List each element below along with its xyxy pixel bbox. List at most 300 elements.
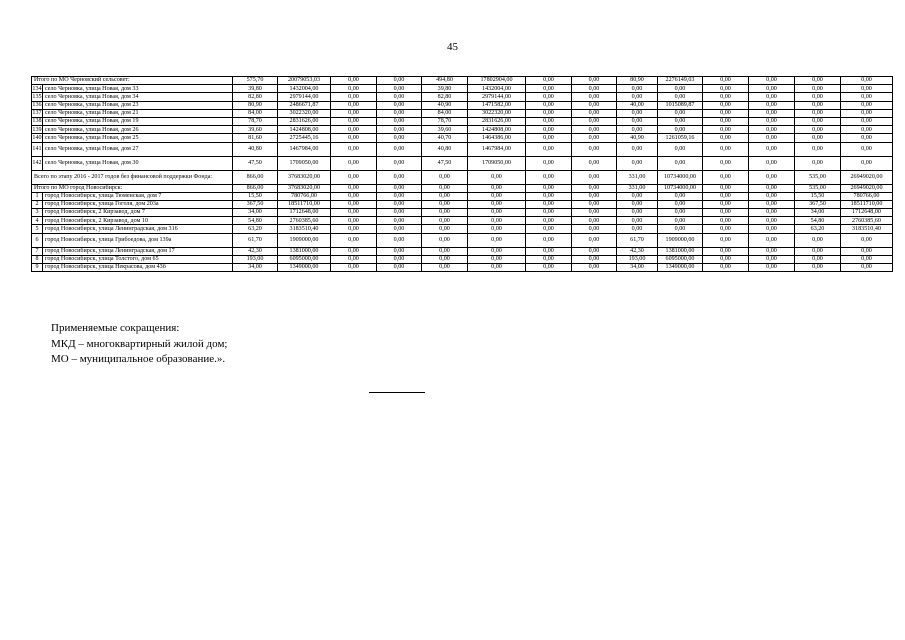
value-cell: 1349000,00 <box>278 264 331 272</box>
row-number: 9 <box>32 264 43 272</box>
value-cell: 0,00 <box>572 77 617 85</box>
value-cell: 0,00 <box>331 209 377 217</box>
value-cell: 0,00 <box>377 264 422 272</box>
value-cell: 0,00 <box>526 225 572 233</box>
value-cell: 0,00 <box>468 264 526 272</box>
value-cell: 0,00 <box>331 225 377 233</box>
row-number: 7 <box>32 247 43 255</box>
value-cell: 0,00 <box>749 184 795 192</box>
value-cell: 0,00 <box>617 156 658 170</box>
value-cell: 0,00 <box>841 77 893 85</box>
value-cell: 0,00 <box>658 209 703 217</box>
value-cell: 0,00 <box>572 101 617 109</box>
value-cell: 0,00 <box>617 126 658 134</box>
value-cell: 0,00 <box>749 217 795 225</box>
row-number: 6 <box>32 233 43 247</box>
value-cell: 0,00 <box>377 255 422 263</box>
value-cell: 0,00 <box>377 247 422 255</box>
table-row <box>32 117 893 125</box>
row-number: 140 <box>32 134 42 141</box>
value-cell: 0,00 <box>749 126 795 134</box>
value-cell: 0,00 <box>572 184 617 192</box>
value-cell: 2979144,00 <box>278 93 331 101</box>
value-cell: 61,70 <box>233 233 278 247</box>
value-cell: 0,00 <box>331 101 377 109</box>
value-cell: 0,00 <box>422 192 468 200</box>
value-cell: 0,00 <box>526 255 572 263</box>
table-body <box>32 77 893 272</box>
table-row <box>32 255 893 263</box>
row-number: 142 <box>32 156 43 170</box>
value-cell: 0,00 <box>468 209 526 217</box>
value-cell: 47,50 <box>233 156 278 170</box>
value-cell: 0,00 <box>526 134 572 142</box>
value-cell: 63,20 <box>795 225 841 233</box>
value-cell: 0,00 <box>795 109 841 117</box>
total-label-cell: Всего по этапу 2016 - 2017 годов без финансовой поддержки Фонда: <box>32 170 233 184</box>
table-row <box>32 200 893 208</box>
address-cell: город Новосибирск, 2 Кирзавод, дом 7 <box>43 209 233 217</box>
value-cell: 0,00 <box>617 93 658 101</box>
value-cell: 0,00 <box>377 217 422 225</box>
value-cell: 0,00 <box>468 192 526 200</box>
value-cell: 1464386,00 <box>468 134 526 142</box>
value-cell: 6095000,00 <box>658 255 703 263</box>
value-cell: 0,00 <box>526 101 572 109</box>
value-cell: 0,00 <box>572 85 617 93</box>
value-cell: 0,00 <box>795 93 841 101</box>
value-cell: 0,00 <box>422 184 468 192</box>
value-cell: 1424808,00 <box>468 126 526 134</box>
value-cell: 40,70 <box>422 134 468 142</box>
value-cell: 0,00 <box>658 192 703 200</box>
value-cell: 0,00 <box>331 247 377 255</box>
row-number: 4 <box>32 217 43 225</box>
value-cell: 0,00 <box>468 200 526 208</box>
value-cell: 0,00 <box>572 247 617 255</box>
value-cell: 0,00 <box>703 142 749 156</box>
value-cell: 0,00 <box>422 247 468 255</box>
value-cell: 0,00 <box>422 209 468 217</box>
value-cell: 15,50 <box>795 192 841 200</box>
value-cell: 3183510,40 <box>841 225 893 233</box>
value-cell: 1471582,00 <box>468 101 526 109</box>
value-cell: 0,00 <box>468 170 526 184</box>
value-cell: 0,00 <box>572 93 617 101</box>
value-cell: 1381000,00 <box>278 247 331 255</box>
table-row <box>32 264 893 272</box>
value-cell: 26949020,00 <box>841 184 893 192</box>
value-cell: 1467984,00 <box>278 142 331 156</box>
value-cell: 2725445,16 <box>278 134 331 142</box>
table-row <box>32 209 893 217</box>
value-cell: 0,00 <box>617 192 658 200</box>
value-cell: 0,00 <box>658 217 703 225</box>
row-number: 5 <box>32 225 43 233</box>
value-cell: 0,00 <box>658 93 703 101</box>
value-cell: 0,00 <box>422 217 468 225</box>
row-number: 139 <box>32 126 42 133</box>
value-cell: 0,00 <box>617 109 658 117</box>
value-cell: 0,00 <box>703 200 749 208</box>
value-cell: 2760385,60 <box>841 217 893 225</box>
row-number: 137 <box>32 110 42 117</box>
value-cell: 1432004,00 <box>468 85 526 93</box>
value-cell: 63,20 <box>233 225 278 233</box>
value-cell: 0,00 <box>331 134 377 142</box>
value-cell: 0,00 <box>422 264 468 272</box>
value-cell: 0,00 <box>703 134 749 142</box>
table-row <box>32 192 893 200</box>
value-cell: 20079053,03 <box>278 77 331 85</box>
value-cell: 3022320,00 <box>278 109 331 117</box>
value-cell: 0,00 <box>749 209 795 217</box>
address-cell: село Черновка, улица Новая, дом 30 <box>43 156 233 170</box>
value-cell: 2831626,00 <box>278 117 331 125</box>
value-cell: 1712648,00 <box>841 209 893 217</box>
value-cell: 0,00 <box>422 225 468 233</box>
value-cell: 0,00 <box>377 93 422 101</box>
value-cell: 0,00 <box>526 192 572 200</box>
value-cell: 0,00 <box>703 264 749 272</box>
value-cell: 0,00 <box>526 247 572 255</box>
abbreviations-notes <box>51 321 227 368</box>
value-cell: 0,00 <box>331 192 377 200</box>
value-cell: 0,00 <box>572 217 617 225</box>
address-cell: город Новосибирск, улица Гоголя, дом 203а <box>43 200 233 208</box>
value-cell: 1709050,00 <box>468 156 526 170</box>
value-cell: 0,00 <box>703 255 749 263</box>
address-cell: город Новосибирск, улица Грибоедова, дом 139а <box>43 233 233 247</box>
value-cell: 0,00 <box>572 134 617 142</box>
value-cell: 0,00 <box>526 126 572 134</box>
value-cell: 0,00 <box>377 192 422 200</box>
value-cell: 0,00 <box>658 200 703 208</box>
address-cell: село Черновка, улица Новая, дом 19 <box>43 117 233 125</box>
value-cell: 0,00 <box>377 233 422 247</box>
value-cell: 3022320,00 <box>468 109 526 117</box>
note-line: МКД – многоквартирный жилой дом; <box>51 337 228 350</box>
value-cell: 0,00 <box>572 109 617 117</box>
value-cell: 0,00 <box>422 200 468 208</box>
value-cell: 61,70 <box>617 233 658 247</box>
value-cell: 54,80 <box>795 217 841 225</box>
value-cell: 0,00 <box>703 217 749 225</box>
value-cell: 494,80 <box>422 77 468 85</box>
total-label-cell: Итого по МО Черновский сельсовет: <box>32 77 233 85</box>
row-number: 135 <box>32 93 42 100</box>
value-cell: 0,00 <box>795 126 841 134</box>
table-row <box>32 101 893 109</box>
value-cell: 0,00 <box>841 233 893 247</box>
table-row <box>32 93 893 101</box>
value-cell: 0,00 <box>841 247 893 255</box>
value-cell: 0,00 <box>468 184 526 192</box>
value-cell: 0,00 <box>795 264 841 272</box>
value-cell: 84,00 <box>233 109 278 117</box>
value-cell: 0,00 <box>331 170 377 184</box>
value-cell: 0,00 <box>749 233 795 247</box>
value-cell: 40,90 <box>617 134 658 142</box>
table-row <box>32 225 893 233</box>
row-number: 134 <box>32 85 42 92</box>
value-cell: 1432004,00 <box>278 85 331 93</box>
value-cell: 0,00 <box>749 101 795 109</box>
value-cell: 0,00 <box>572 117 617 125</box>
value-cell: 0,00 <box>703 77 749 85</box>
value-cell: 0,00 <box>795 134 841 142</box>
value-cell: 1349000,00 <box>658 264 703 272</box>
row-number: 3 <box>32 209 43 217</box>
value-cell: 34,00 <box>617 264 658 272</box>
address-cell: город Новосибирск, улица Толстого, дом 65 <box>43 255 233 263</box>
value-cell: 1015089,87 <box>658 101 703 109</box>
value-cell: 575,70 <box>233 77 278 85</box>
value-cell: 0,00 <box>331 255 377 263</box>
value-cell: 0,00 <box>331 200 377 208</box>
value-cell: 0,00 <box>331 184 377 192</box>
value-cell: 1261059,16 <box>658 134 703 142</box>
value-cell: 80,90 <box>617 77 658 85</box>
value-cell: 0,00 <box>331 156 377 170</box>
value-cell: 0,00 <box>749 200 795 208</box>
value-cell: 2276149,03 <box>658 77 703 85</box>
value-cell: 0,00 <box>572 264 617 272</box>
value-cell: 0,00 <box>377 200 422 208</box>
value-cell: 0,00 <box>841 101 893 109</box>
value-cell: 81,60 <box>233 134 278 142</box>
value-cell: 39,60 <box>233 126 278 134</box>
value-cell: 0,00 <box>331 264 377 272</box>
housing-program-table <box>31 76 893 272</box>
value-cell: 0,00 <box>749 134 795 142</box>
value-cell: 1909000,00 <box>278 233 331 247</box>
value-cell: 0,00 <box>795 247 841 255</box>
value-cell: 0,00 <box>526 233 572 247</box>
value-cell: 40,80 <box>422 142 468 156</box>
value-cell: 0,00 <box>749 170 795 184</box>
value-cell: 0,00 <box>749 247 795 255</box>
value-cell: 10734000,00 <box>658 184 703 192</box>
value-cell: 0,00 <box>468 247 526 255</box>
note-line: МО – муниципальное образование.». <box>51 353 226 365</box>
table-row <box>32 217 893 225</box>
value-cell: 80,90 <box>233 101 278 109</box>
value-cell: 0,00 <box>526 200 572 208</box>
value-cell: 1424808,00 <box>278 126 331 134</box>
value-cell: 0,00 <box>422 255 468 263</box>
value-cell: 10734000,00 <box>658 170 703 184</box>
value-cell: 0,00 <box>749 109 795 117</box>
address-cell: село Черновка, улица Новая, дом 27 <box>43 142 233 156</box>
value-cell: 0,00 <box>526 209 572 217</box>
address-cell: село Черновка, улица Новая, дом 33 <box>43 85 233 93</box>
page-number: 45 <box>447 41 458 53</box>
value-cell: 0,00 <box>422 233 468 247</box>
value-cell: 1712648,00 <box>278 209 331 217</box>
value-cell: 0,00 <box>331 93 377 101</box>
value-cell: 0,00 <box>526 217 572 225</box>
value-cell: 0,00 <box>572 156 617 170</box>
value-cell: 42,30 <box>617 247 658 255</box>
notes-heading: Применяемые сокращения: <box>51 322 180 334</box>
value-cell: 0,00 <box>658 225 703 233</box>
value-cell: 0,00 <box>572 225 617 233</box>
value-cell: 39,60 <box>422 126 468 134</box>
value-cell: 0,00 <box>572 233 617 247</box>
value-cell: 535,00 <box>795 184 841 192</box>
value-cell: 18511710,00 <box>841 200 893 208</box>
value-cell: 0,00 <box>377 101 422 109</box>
value-cell: 0,00 <box>749 264 795 272</box>
value-cell: 39,80 <box>233 85 278 93</box>
value-cell: 40,90 <box>422 101 468 109</box>
row-number: 2 <box>32 200 43 208</box>
value-cell: 3183510,40 <box>278 225 331 233</box>
value-cell: 78,70 <box>422 117 468 125</box>
value-cell: 193,00 <box>233 255 278 263</box>
value-cell: 0,00 <box>749 85 795 93</box>
value-cell: 42,30 <box>233 247 278 255</box>
value-cell: 1381000,00 <box>658 247 703 255</box>
row-number: 141 <box>32 142 43 156</box>
value-cell: 84,00 <box>422 109 468 117</box>
value-cell: 0,00 <box>331 77 377 85</box>
value-cell: 6095000,00 <box>278 255 331 263</box>
value-cell: 0,00 <box>526 77 572 85</box>
row-number: 138 <box>32 118 42 125</box>
value-cell: 0,00 <box>703 192 749 200</box>
value-cell: 1709050,00 <box>278 156 331 170</box>
value-cell: 0,00 <box>377 209 422 217</box>
value-cell: 34,00 <box>233 264 278 272</box>
value-cell: 0,00 <box>377 134 422 142</box>
value-cell: 34,00 <box>795 209 841 217</box>
table-row <box>32 85 893 93</box>
value-cell: 26949020,00 <box>841 170 893 184</box>
value-cell: 0,00 <box>377 156 422 170</box>
row-number: 8 <box>32 255 43 263</box>
address-cell: село Черновка, улица Новая, дом 25 <box>43 134 233 142</box>
value-cell: 2760385,60 <box>278 217 331 225</box>
value-cell: 0,00 <box>703 85 749 93</box>
value-cell: 0,00 <box>703 247 749 255</box>
value-cell: 0,00 <box>331 142 377 156</box>
value-cell: 0,00 <box>703 126 749 134</box>
value-cell: 0,00 <box>841 255 893 263</box>
value-cell: 0,00 <box>377 117 422 125</box>
value-cell: 37683020,00 <box>278 184 331 192</box>
value-cell: 0,00 <box>377 85 422 93</box>
value-cell: 1467984,00 <box>468 142 526 156</box>
value-cell: 15,50 <box>233 192 278 200</box>
value-cell: 0,00 <box>841 134 893 142</box>
value-cell: 0,00 <box>572 209 617 217</box>
closing-rule <box>369 392 425 393</box>
value-cell: 2486671,87 <box>278 101 331 109</box>
value-cell: 0,00 <box>841 156 893 170</box>
value-cell: 0,00 <box>749 192 795 200</box>
value-cell: 0,00 <box>331 126 377 134</box>
value-cell: 0,00 <box>749 225 795 233</box>
value-cell: 40,00 <box>617 101 658 109</box>
value-cell: 0,00 <box>795 101 841 109</box>
value-cell: 0,00 <box>703 170 749 184</box>
value-cell: 0,00 <box>377 126 422 134</box>
value-cell: 0,00 <box>572 126 617 134</box>
value-cell: 0,00 <box>795 156 841 170</box>
value-cell: 0,00 <box>841 142 893 156</box>
value-cell: 82,80 <box>233 93 278 101</box>
value-cell: 18511710,00 <box>278 200 331 208</box>
value-cell: 0,00 <box>703 225 749 233</box>
total-label-cell: Итого по МО город Новосибирск: <box>32 184 233 192</box>
value-cell: 0,00 <box>703 233 749 247</box>
value-cell: 0,00 <box>617 209 658 217</box>
value-cell: 780766,00 <box>841 192 893 200</box>
value-cell: 34,00 <box>233 209 278 217</box>
value-cell: 0,00 <box>703 156 749 170</box>
value-cell: 0,00 <box>377 142 422 156</box>
value-cell: 0,00 <box>572 192 617 200</box>
value-cell: 0,00 <box>658 109 703 117</box>
value-cell: 0,00 <box>749 142 795 156</box>
value-cell: 0,00 <box>658 142 703 156</box>
value-cell: 0,00 <box>617 85 658 93</box>
value-cell: 0,00 <box>703 101 749 109</box>
value-cell: 37683020,00 <box>278 170 331 184</box>
value-cell: 0,00 <box>841 264 893 272</box>
table-row <box>32 109 893 117</box>
address-cell: село Черновка, улица Новая, дом 34 <box>43 93 233 101</box>
value-cell: 0,00 <box>703 209 749 217</box>
value-cell: 0,00 <box>703 93 749 101</box>
value-cell: 866,00 <box>233 170 278 184</box>
value-cell: 82,80 <box>422 93 468 101</box>
value-cell: 0,00 <box>658 85 703 93</box>
value-cell: 0,00 <box>526 109 572 117</box>
address-cell: село Черновка, улица Новая, дом 26 <box>43 126 233 134</box>
value-cell: 0,00 <box>617 142 658 156</box>
value-cell: 40,80 <box>233 142 278 156</box>
row-number: 136 <box>32 101 42 108</box>
value-cell: 0,00 <box>377 170 422 184</box>
value-cell: 0,00 <box>658 126 703 134</box>
table-row <box>32 156 893 170</box>
address-cell: город Новосибирск, улица Ленинградская, дом 17 <box>43 247 233 255</box>
value-cell: 0,00 <box>703 117 749 125</box>
value-cell: 0,00 <box>331 117 377 125</box>
value-cell: 0,00 <box>331 233 377 247</box>
value-cell: 0,00 <box>468 233 526 247</box>
value-cell: 0,00 <box>841 126 893 134</box>
value-cell: 0,00 <box>331 85 377 93</box>
value-cell: 0,00 <box>617 200 658 208</box>
value-cell: 78,70 <box>233 117 278 125</box>
value-cell: 1909000,00 <box>658 233 703 247</box>
value-cell: 0,00 <box>749 255 795 263</box>
value-cell: 2831626,00 <box>468 117 526 125</box>
table-row <box>32 170 893 184</box>
table-row <box>32 126 893 134</box>
value-cell: 0,00 <box>526 184 572 192</box>
value-cell: 0,00 <box>468 255 526 263</box>
value-cell: 780766,00 <box>278 192 331 200</box>
value-cell: 0,00 <box>841 117 893 125</box>
table-row <box>32 247 893 255</box>
table-row <box>32 184 893 192</box>
address-cell: село Черновка, улица Новая, дом 23 <box>43 101 233 109</box>
